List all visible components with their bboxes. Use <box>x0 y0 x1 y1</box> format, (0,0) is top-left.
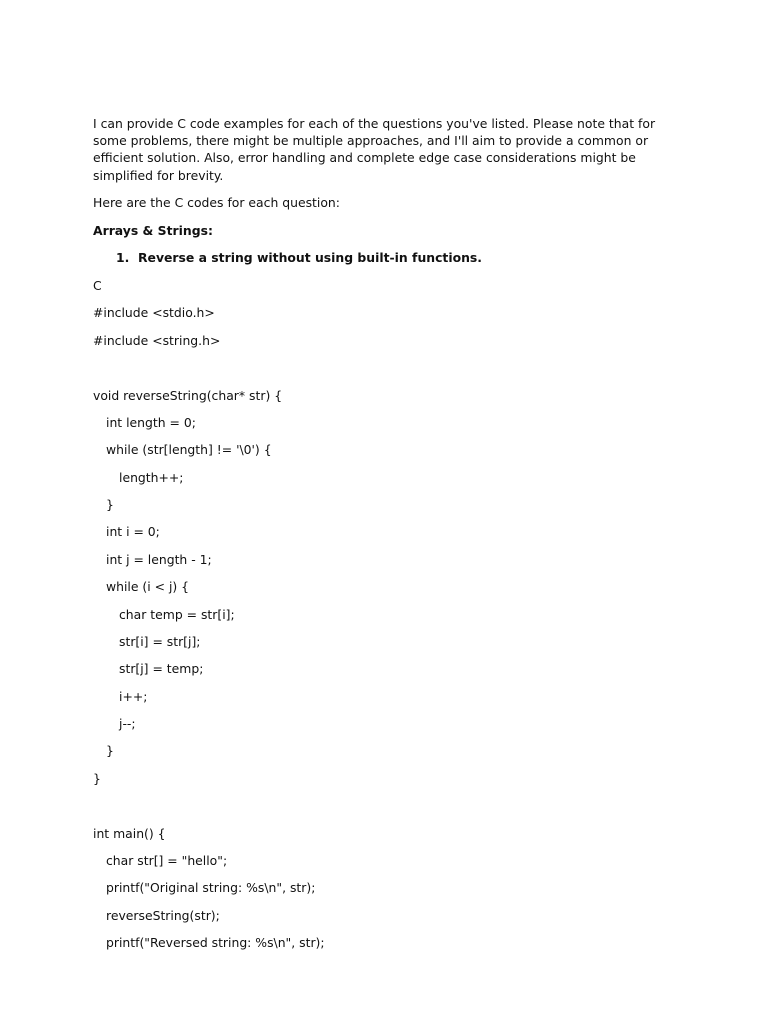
intro-paragraph: I can provide C code examples for each of the questions you've listed. Please note that for some problems, there might be multiple approaches, and I'll aim to provide a common or efficient solution. Also, error handling and complete edge case considerations might be simplified for brevity. <box>93 116 656 183</box>
code-line: } <box>93 770 101 786</box>
code-line: int j = length - 1; <box>106 551 212 567</box>
list-item-text: Reverse a string without using built-in functions. <box>138 250 483 266</box>
code-line: j--; <box>119 716 136 731</box>
code-line: int i = 0; <box>106 524 160 540</box>
code-block <box>93 304 683 951</box>
code-line: i++; <box>119 688 148 704</box>
lead-paragraph: Here are the C codes for each question: <box>93 195 340 211</box>
code-line: while (str[length] != '\0') { <box>106 442 272 458</box>
code-line: reverseString(str); <box>106 907 220 923</box>
code-line-blank <box>93 797 683 814</box>
section-heading: Arrays & Strings: <box>93 223 213 238</box>
code-line-blank <box>93 359 683 376</box>
code-line: int main() { <box>93 825 166 841</box>
code-line: printf("Reversed string: %s\n", str); <box>106 935 325 950</box>
code-line: while (i < j) { <box>106 579 190 595</box>
code-line: void reverseString(char* str) { <box>93 387 283 403</box>
list-item-number: 1. <box>116 250 130 266</box>
code-line: char temp = str[i]; <box>119 606 235 622</box>
code-line: str[j] = temp; <box>119 661 204 677</box>
code-line: length++; <box>119 469 184 485</box>
language-label: C <box>93 277 102 293</box>
code-line: str[i] = str[j]; <box>119 633 201 649</box>
code-line: #include <stdio.h> <box>93 305 215 321</box>
code-line: #include <string.h> <box>93 332 221 348</box>
code-line: } <box>106 743 114 759</box>
code-line: } <box>106 497 114 512</box>
code-line: printf("Original string: %s\n", str); <box>106 880 316 896</box>
code-line: int length = 0; <box>106 414 196 430</box>
list-item <box>93 249 683 266</box>
code-line: char str[] = "hello"; <box>106 852 228 868</box>
document-content <box>93 115 683 961</box>
